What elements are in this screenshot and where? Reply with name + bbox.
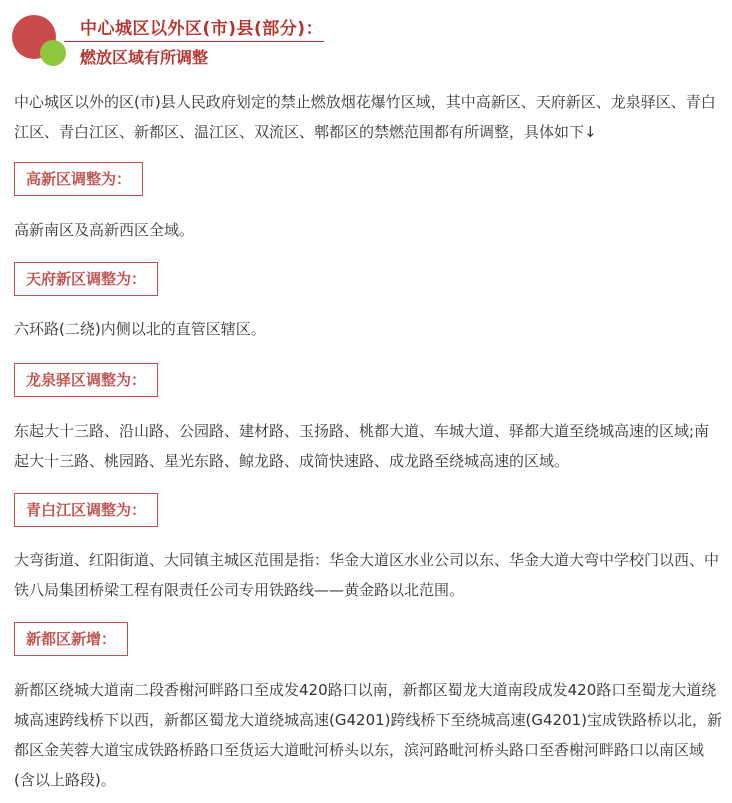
text-gaoxin: 高新南区及高新西区全域。 [14,221,195,239]
intro-paragraph: 中心城区以外的区(市)县人民政府划定的禁止燃放烟花爆竹区域，其中高新区、天府新区、龙泉驿区、青白江区、青白江区、新都区、温江区、双流区、郫都区的禁燃范围都有所调整，具体如下↓ [14,93,716,141]
heading-xindu: 新都区新增： [14,622,128,656]
text-xindu: 新都区绕城大道南二段香榭河畔路口至成发420路口以南，新都区蜀龙大道南段成发420路口至蜀龙大道绕城高速跨线桥下以西，新都区蜀龙大道绕城高速(G4201)跨线桥下至绕城高速(G4201)宝成铁路桥以北，新都区金芙蓉大道宝成铁路桥路口至货运大道毗河桥头以东，滨河路毗河桥头路口至香榭河畔路口以南区域(含以上路段)。 [14,681,723,789]
heading-tianfu: 天府新区调整为： [14,262,158,296]
header-subtitle: 燃放区域有所调整 [80,48,209,67]
text-tianfu: 六环路(二绕)内侧以北的直管区辖区。 [14,320,266,338]
heading-gaoxin: 高新区调整为： [14,162,143,196]
section-header [0,0,732,72]
header-underline [64,41,324,42]
header-title: 中心城区以外区(市)县(部分)： [80,19,324,39]
heading-qingbaijiang: 青白江区调整为： [14,493,158,527]
heading-longquanyi: 龙泉驿区调整为： [14,363,158,397]
green-circle-decoration [40,40,66,66]
text-qingbaijiang: 大弯街道、红阳街道、大同镇主城区范围是指：华金大道区水业公司以东、华金大道大弯中学校门以西、中铁八局集团桥梁工程有限责任公司专用铁路线——黄金路以北范围。 [14,551,720,599]
text-longquanyi: 东起大十三路、沿山路、公园路、建材路、玉扬路、桃都大道、车城大道、驿都大道至绕城高速的区域;南起大十三路、桃园路、星光东路、鲸龙路、成简快速路、成龙路至绕城高速的区域。 [14,422,710,470]
